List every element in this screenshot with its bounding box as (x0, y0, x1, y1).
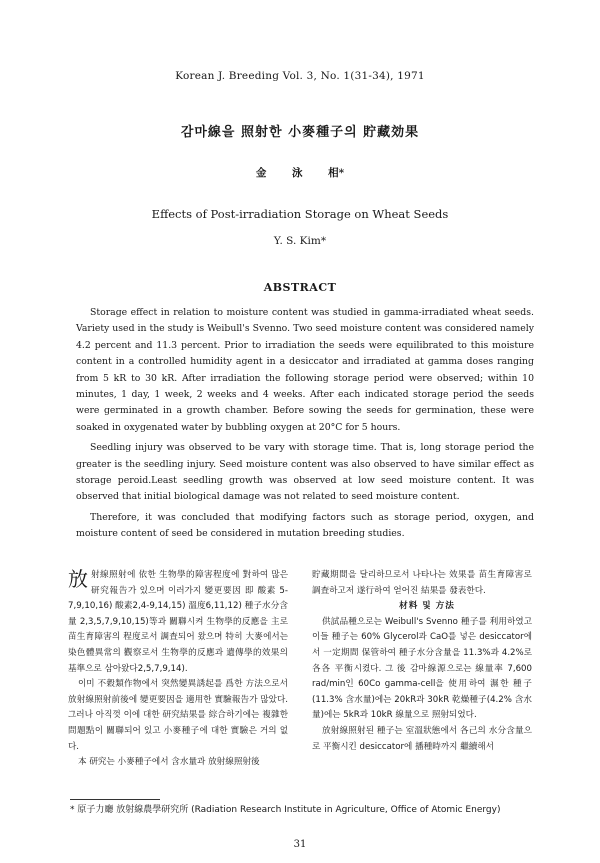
drop-cap: 放 (68, 567, 88, 591)
body-column-left (68, 568, 288, 771)
korean-title: 감마線을 照射한 小麥種子의 貯藏効果 (180, 125, 420, 140)
english-title: Effects of Post-irradiation Storage on Wheat Seeds (151, 207, 449, 221)
body-paragraph: 貯藏期間을 달리하므로서 나타나는 效果를 苗生育障害로 調査하고저 遂行하여 얻어진 結果를 發表한다. (312, 570, 532, 596)
journal-citation: Korean J. Breeding Vol. 3, No. 1(31-34), 1971 (175, 70, 425, 82)
body-column-right (312, 568, 532, 755)
abstract-paragraph: Seedling injury was observed to be vary with storage time. That is, long storage period the greater is the seedling injury. Seed moisture content was also observed to have similar effect as storage peroid.Least seedling growth was observed at low seed moisture content. It was observed that initial biological damage was not related to seed moisture content. (76, 442, 534, 503)
body-paragraph: 이미 不穀類作物에서 突然變異誘起를 爲한 方法으로서 放射線照射前後에 變更要因을 適用한 實驗報告가 많았다. 그러나 아직껏 이에 대한 研究結果를 綜合하기에는 複雜한 問題點이 關聯되어 있고 小麥種子에 대한 實驗은 거의 없다. (68, 679, 288, 752)
body-paragraph: 本 研究는 小麥種子에서 含水量과 放射線照射後 (78, 757, 260, 768)
abstract-heading: ABSTRACT (263, 281, 337, 294)
english-author: Y. S. Kim* (273, 235, 327, 247)
body-paragraph: 放射線照射된 種子는 室溫狀態에서 各己의 水分含量으로 平衡시킨 desiccator에 播種時까지 繼續해서 (312, 725, 532, 752)
abstract-body (76, 305, 534, 547)
intro-text: 射線照射에 依한 生物學的障害程度에 對하여 많은 研究報告가 있으며 이러가지 變更要因 即 酸素 5-7,9,10,16) 酸素2,4-9,14,15) 溫度6,11,12) 種子水分含量 2,3,5,7,9,10,15)等과 關聯시켜 生物學的反應을 主로 苗生育障害의 程度로서 調査되어 왔으며 特히 大麥에서는 染色體異常의 觀察로서 生物學的反應과 遺傳學的效果의 基準으로 삼아왔다2,5,7,9,14). (68, 570, 288, 674)
footnote-divider (70, 799, 160, 800)
abstract-paragraph: Storage effect in relation to moisture content was studied in gamma-irradiated wheat seeds. Variety used in the study is Weibull's Svenno. Two seed moisture content was considered namely 4.2 percent and 11.3 percent. Prior to irradiation the seeds were equilibrated to this moisture content in a controlled humidity agent in a desiccator and irradiated at gamma doses ranging from 5 kR to 30 kR. After irradiation the following storage period were observed; within 10 minutes, 1 day, 1 week, 2 weeks and 4 weeks. After each indicated storage period the seeds were germinated in a growth chamber. Before sowing the seeds for germination, these were soaked in oxygenated water by bubbling oxygen at 20°C for 5 hours. (76, 307, 534, 433)
abstract-paragraph: Therefore, it was concluded that modifying factors such as storage period, oxygen, and moisture content of seed be considered in mutation breeding studies. (76, 511, 534, 540)
body-paragraph: 供試品種으로는 Weibull's Svenno 種子를 利用하였고 이들 種子는 60% Glycerol과 CaO를 넣은 desiccator에서 一定期間 保管하여 種子水分含量을 11.3%과 4.2%로 各各 平衡시켰다. 그 後 감마線源으로는 線量率 7,600 rad/min인 60Co gamma-cell을 使用하여 濕한 種子(11.3% 含水量)에는 20kR과 30kR 乾燥種子(4.2% 含水量)에는 5kR과 10kR 線量으로 照射되었다. (312, 616, 532, 721)
footnote: * 原子力廳 放射線農學研究所 (Radiation Research Institute in Agriculture, Office of Atomic Energy) (70, 805, 501, 815)
section-heading-methods: 材料 및 方法 (399, 601, 455, 612)
intro-paragraph (68, 568, 288, 677)
page-number: 31 (293, 839, 307, 850)
korean-author: 金 泳 相* (255, 167, 345, 179)
